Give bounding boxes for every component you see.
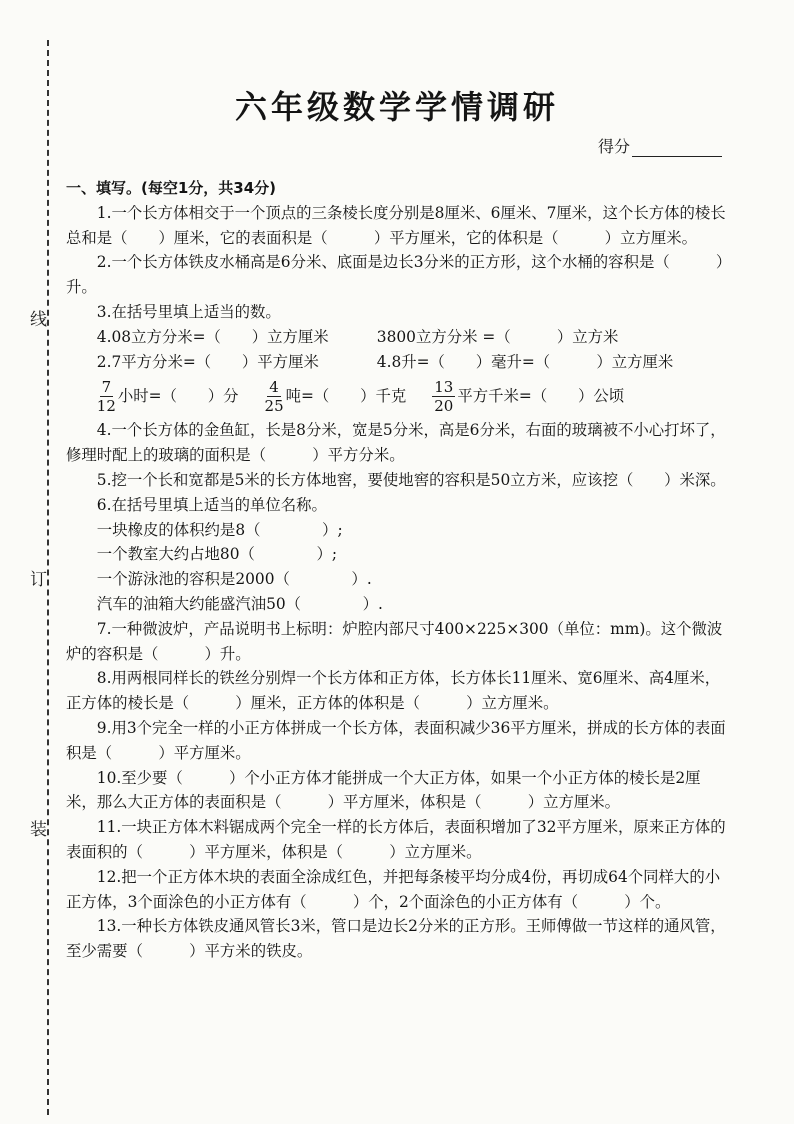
- question-6-item: 一个游泳池的容积是2000（ ）.: [96, 570, 372, 589]
- question-8: 8.用两根同样长的铁丝分别焊一个长方体和正方体，长方体长11厘米、宽6厘米、高4厘米，正方体的棱长是（ ）厘米，正方体的体积是（ ）立方厘米。: [66, 669, 721, 713]
- question-13: 13.一种长方体铁皮通风管长3米，管口是边长2分米的正方形。王师傅做一节这样的通风管，至少需要（ ）平方米的铁皮。: [66, 917, 726, 961]
- q3-item: 2.7平方分米=（ ）平方厘米: [96, 352, 319, 371]
- question-2: 2.一个长方体铁皮水桶高是6分米、底面是边长3分米的正方形，这个水桶的容积是（ ）升。: [66, 253, 724, 297]
- q3-item: 4.8升=（ ）毫升=（ ）立方厘米: [376, 352, 674, 371]
- question-3-row-2: [66, 350, 731, 375]
- score-label: 得分: [598, 137, 631, 156]
- binding-char-ding: 订: [30, 570, 47, 590]
- question-6-item: 汽车的油箱大约能盛汽油50（ ）.: [96, 594, 383, 613]
- score-blank[interactable]: [632, 142, 722, 157]
- q3-fraction-item: $\frac{4}{25}$ 吨=（ ）千克: [264, 377, 407, 415]
- question-3-row-1: [66, 325, 731, 350]
- binding-char-zhuang: 装: [30, 820, 47, 840]
- q3-item: 3800立方分米 =（ ）立方米: [376, 327, 619, 346]
- q3-item: 4.08立方分米=（ ）立方厘米: [96, 327, 329, 346]
- question-3-intro: 3.在括号里填上适当的数。: [96, 302, 281, 321]
- q3-fraction-item: $\frac{13}{20}$ 平方千米=（ ）公顷: [434, 377, 625, 415]
- exam-content: [66, 176, 731, 964]
- section-heading: 一、填写。(每空1分，共34分): [66, 179, 277, 197]
- binding-char-xian: 线: [30, 310, 47, 330]
- page-title: 六年级数学学情调研: [234, 88, 559, 126]
- score-field: [598, 134, 722, 157]
- fraction: $\frac{13}{20}$: [434, 377, 454, 415]
- fraction: $\frac{4}{25}$: [264, 377, 284, 415]
- binding-line: [47, 40, 49, 1115]
- fraction: $\frac{7}{12}$: [96, 377, 116, 415]
- question-6-intro: 6.在括号里填上适当的单位名称。: [96, 495, 327, 514]
- question-12: 12.把一个正方体木块的表面全涂成红色，并把每条棱平均分成4份，再切成64个同样大的小正方体，3个面涂色的小正方体有（ ）个，2个面涂色的小正方体有（ ）个。: [66, 867, 721, 911]
- question-5: 5.挖一个长和宽都是5米的长方体地窖，要使地窖的容积是50立方米，应该挖（ ）米深。: [96, 470, 726, 489]
- question-10: 10.至少要（ ）个小正方体才能拼成一个大正方体，如果一个小正方体的棱长是2厘米，那么大正方体的表面积是（ ）平方厘米，体积是（ ）立方厘米。: [66, 768, 701, 812]
- question-11: 11.一块正方体木料锯成两个完全一样的长方体后，表面积增加了32平方厘米，原来正方体的表面积的（ ）平方厘米，体积是（ ）立方厘米。: [66, 818, 726, 861]
- question-3-row-3: [66, 374, 731, 418]
- question-4: 4.一个长方体的金鱼缸，长是8分米，宽是5分米，高是6分米，右面的玻璃被不小心打坏了，修理时配上的玻璃的面积是（ ）平方分米。: [66, 421, 726, 465]
- question-6-item: 一个教室大约占地80（ ）;: [96, 545, 338, 564]
- question-7: 7.一种微波炉，产品说明书上标明：炉腔内部尺寸400×225×300（单位：mm)。这个微波炉的容积是（ ）升。: [66, 619, 723, 663]
- q3-fraction-item: $\frac{7}{12}$ 小时=（ ）分: [96, 377, 239, 415]
- question-1: 1.一个长方体相交于一个顶点的三条棱长度分别是8厘米、6厘米、7厘米，这个长方体的棱长总和是（ ）厘米，它的表面积是（ ）平方厘米，它的体积是（ ）立方厘米。: [66, 203, 726, 247]
- question-9: 9.用3个完全一样的小正方体拼成一个长方体，表面积减少36平方厘米，拼成的长方体的表面积是（ ）平方厘米。: [66, 718, 726, 762]
- question-6-item: 一块橡皮的体积约是8（ ）;: [96, 520, 343, 539]
